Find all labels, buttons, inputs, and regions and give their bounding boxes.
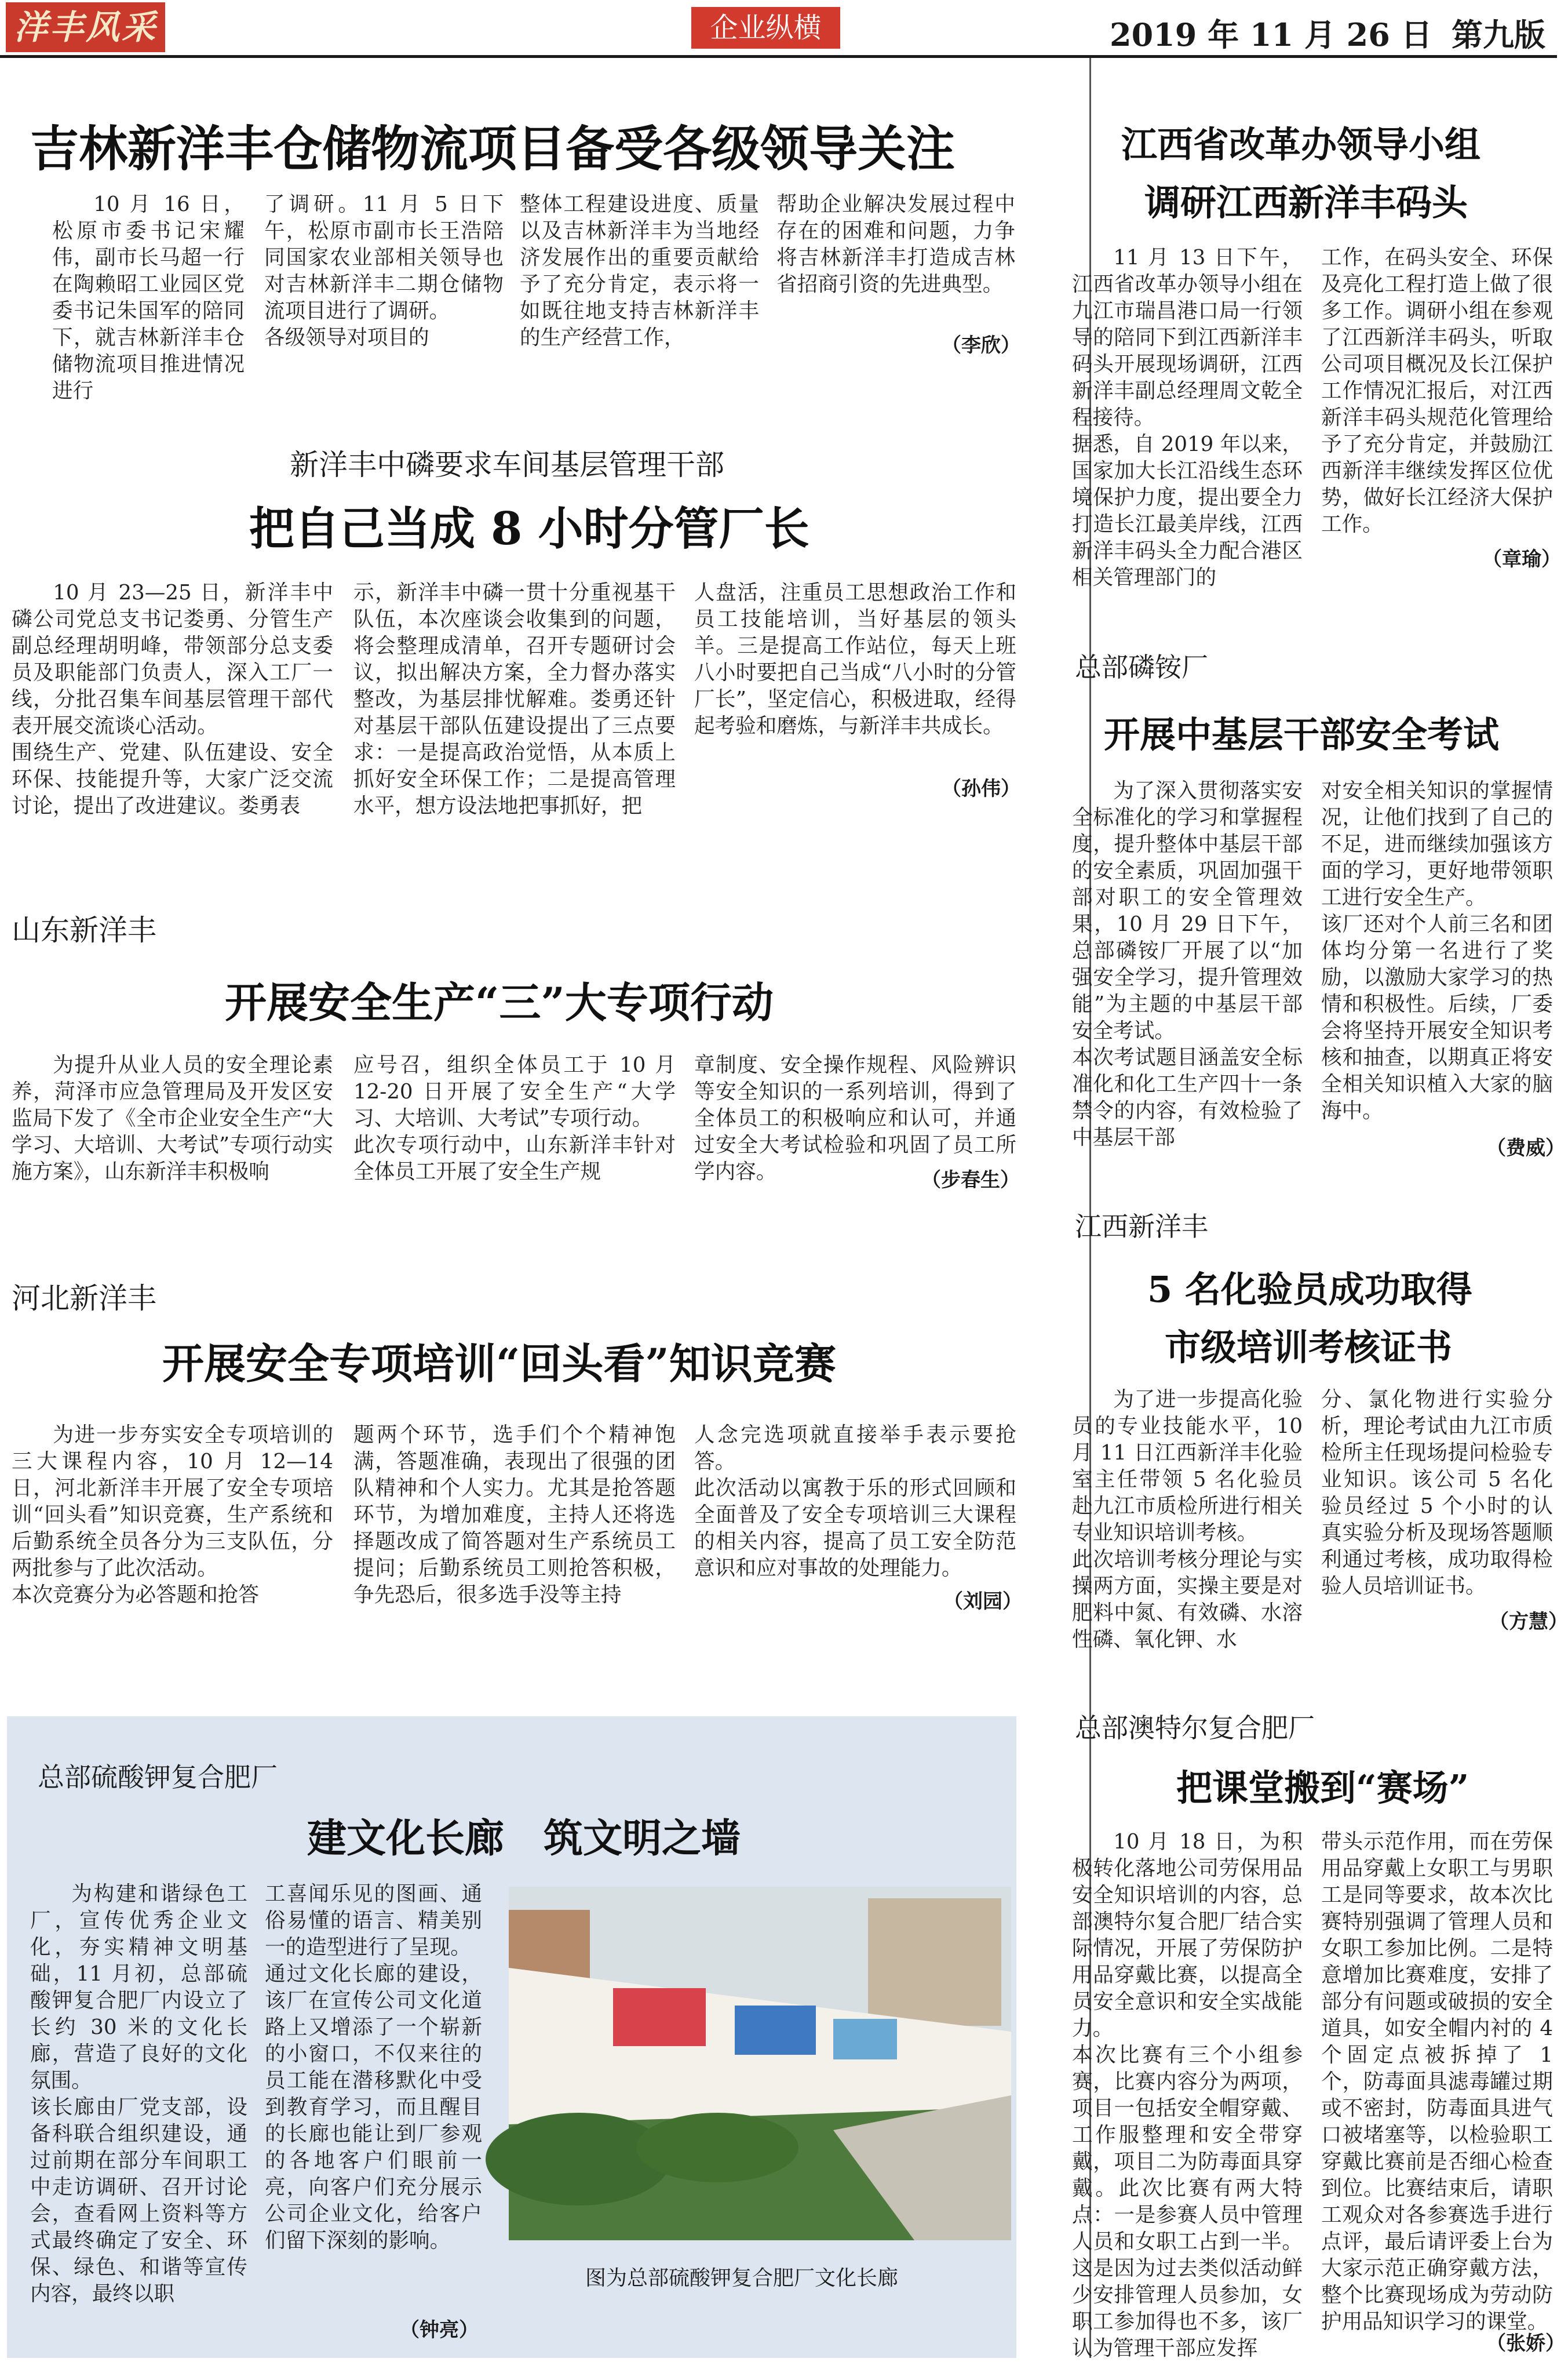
hebei-col-2: 题两个环节，选手们个个精神饱满，答题准确，表现出了很强的团队精神和个人实力。尤其是抢答题环节，为增加难度，主持人还将选择题改成了简答题对生产系统员工提问；后勤系统员工则抢答积极，争先恐后，很多选手没等主持 [353, 1423, 676, 1607]
headline-culture: 建文化长廊 筑文明之墙 [307, 1815, 741, 1862]
headline-jiangxi-reform-line-2: 调研江西新洋丰码头 [1144, 181, 1468, 224]
headline-shandong: 开展安全生产“三”大专项行动 [225, 978, 774, 1027]
shandong-col-2: 应号召，组织全体员工于 10 月 12-20 日开展了安全生产“大学习、大培训、大考试”专项行动。 此次专项行动中，山东新洋丰针对全体员工开展了安全生产规 [353, 1053, 676, 1184]
jiangxi-reform-col-2: 工作，在码头安全、环保及亮化工程打造上做了很多工作。调研小组在参观了江西新洋丰码头，听取公司项目概况及长江保护工作情况汇报后，对江西新洋丰码头规范化管理给予了充分肯定，并鼓励江西新洋丰继续发挥区位优势，做好长江经济大保护工作。 [1321, 246, 1553, 536]
hebei-author: （刘园） [943, 1590, 1022, 1613]
austria-kicker: 总部澳特尔复合肥厂 [1075, 1712, 1315, 1744]
hebei-col-1: 为进一步夯实安全专项培训的三大课程内容，10 月 12—14 日，河北新洋丰开展了安全专项培训“回头看”知识竞赛，生产系统和后勤系统全员各分为三支队伍，分两批参与了此次活动。 本次竞赛分为必答题和抢答 [12, 1423, 333, 1607]
zhonglin-col-3: 人盘活，注重员工思想政治工作和员工技能培训，当好基层的领头羊。三是提高工作站位，每天上班八小时要把自己当成“八小时的分管厂长”，坚定信心，积极进取，经得起考验和磨炼，与新洋丰共成长。 [694, 581, 1016, 738]
culture-author: （钟亮） [400, 2319, 479, 2342]
zhonglin-col-2: 示，新洋丰中磷一贯十分重视基干队伍，本次座谈会收集到的问题，将会整理成清单，召开专题研讨会议，拟出解决方案，全力督办落实整改，为基层排忧解难。娄勇还针对基层干部队伍建设提出了三点要求：一是提高政治觉悟，从本质上抓好安全环保工作；二是提高管理水平，想方设法地把事抓好，把 [353, 581, 676, 818]
jiangxi-reform-author: （章瑜） [1482, 548, 1561, 571]
jilin-author: （李欣） [942, 334, 1020, 357]
shandong-col-1: 为提升从业人员的安全理论素养，菏泽市应急管理局及开发区安监局下发了《全市企业安全生产“大学习、大培训、大考试”专项行动实施方案》，山东新洋丰积极响 [12, 1053, 333, 1184]
culture-col-2: 工喜闻乐见的图画、通俗易懂的语言、精美别一的造型进行了呈现。 通过文化长廊的建设，该厂在宣传公司文化道路上又增添了一个崭新的小窗口，不仅来往的员工能在潜移默化中受到教育学习，而且醒目的长廊也能让到厂参观的各地客户们眼前一亮，向客户们充分展示公司企业文化，给客户们留下深刻的影响。 [265, 1882, 482, 2252]
phosphate-kicker: 总部磷铵厂 [1075, 652, 1208, 683]
headline-hebei: 开展安全专项培训“回头看”知识竞赛 [162, 1339, 836, 1388]
headline-phosphate: 开展中基层干部安全考试 [1104, 714, 1500, 756]
culture-wall-photo [509, 1887, 1011, 2240]
photo-caption: 图为总部硫酸钾复合肥厂文化长廊 [585, 2266, 899, 2290]
jiangxi-lab-col-2: 分、氯化物进行实验分析，理论考试由九江市质检所主任现场提问检验专业知识。该公司 5 名化验员经过 5 个小时的认真实验分析及现场答题顺利通过考核，成功取得检验人员培训证书。 [1321, 1388, 1553, 1598]
page-number: 第九版 [1452, 16, 1545, 53]
section-label: 企业纵横 [691, 7, 840, 49]
shandong-col-3: 章制度、安全操作规程、风险辨识等安全知识的一系列培训，得到了全体员工的积极响应和认可，并通过安全大考试检验和巩固了员工所学内容。 [694, 1053, 1016, 1184]
issue-date: 2019 年 11 月 26 日 [1110, 16, 1432, 53]
zhonglin-author: （孙伟） [942, 777, 1020, 800]
zhonglin-col-1: 10 月 23—25 日，新洋丰中磷公司党总支书记娄勇、分管生产副总经理胡明峰，带领部分总支委员及职能部门负责人，深入工厂一线，分批召集车间基层管理干部代表开展交流谈心活动。 围绕生产、党建、队伍建设、安全环保、技能提升等，大家广泛交流讨论，提出了改进建议。娄勇表 [12, 581, 333, 818]
jiangxi-lab-author: （方慧） [1489, 1610, 1568, 1633]
phosphate-author: （费威） [1486, 1137, 1565, 1160]
culture-col-1: 为构建和谐绿色工厂，宣传优秀企业文化，夯实精神文明基础，11 月初，总部硫酸钾复合肥厂内设立了长约 30 米的文化长廊，营造了良好的文化氛围。 该长廊由厂党支部，设备科联合组织建设，通过前期在部分车间职工中走访调研、召开讨论会，查看网上资料等方式最终确定了安全、环保、绿色、和谐等宣传内容，最终以职 [30, 1882, 247, 2306]
headline-austria: 把课堂搬到“赛场” [1176, 1767, 1469, 1809]
austria-col-2: 带头示范作用，而在劳保用品穿戴上女职工与男职工是同等要求，故本次比赛特别强调了管理人员和女职工参加比例。二是特意增加比赛难度，安排了部分有问题或破损的安全道具，如安全帽内衬的 4 个固定点被拆掉了 1 个，防毒面具滤毒罐过期或不密封，防毒面具进气口被堵塞等，以检验职工穿戴比赛前是否细心检查到位。比赛结束后，请职工观众对各参赛选手进行点评，最后请评委上台为大家示范正确穿戴方法，整个比赛现场成为劳动防护用品知识学习的课堂。 [1321, 1830, 1553, 2334]
headline-jiangxi-reform-line-1: 江西省改革办领导小组 [1121, 123, 1481, 166]
jilin-col-4: 帮助企业解决发展过程中存在的困难和问题，力争将吉林新洋丰打造成吉林省招商引资的先进典型。 [776, 192, 1015, 296]
headline-zhonglin: 把自己当成 8 小时分管厂长 [249, 503, 809, 555]
jiangxi-lab-kicker: 江西新洋丰 [1075, 1211, 1208, 1242]
jiangxi-lab-col-1: 为了进一步提高化验员的专业技能水平，10 月 11 日江西新洋丰化验室主任带领 5 名化验员赴九江市质检所进行相关专业知识培训考核。 此次培训考核分理论与实操两方面，实操主要是对肥料中氮、有效磷、水溶性磷、氧化钾、水 [1072, 1388, 1303, 1651]
photo-illustration [509, 1887, 1011, 2240]
shandong-author: （步春生） [921, 1169, 1020, 1192]
jilin-col-2: 了调研。11 月 5 日下午，松原市副市长王浩陪同国家农业部相关领导也对吉林新洋丰二期仓储物流项目进行了调研。 各级领导对项目的 [264, 192, 504, 350]
zhonglin-kicker: 新洋丰中磷要求车间基层管理干部 [290, 448, 724, 482]
phosphate-col-1: 为了深入贯彻落实安全标准化的学习和掌握程度，提升整体中基层干部的安全素质，巩固加强干部对职工的安全管理效果，10 月 29 日下午，总部磷铵厂开展了以“加强安全学习，提升管理效能”为主题的中基层干部安全考试。 本次考试题目涵盖安全标准化和化工生产四十一条禁令的内容，有效检验了中基层干部 [1072, 779, 1303, 1149]
hebei-kicker: 河北新洋丰 [12, 1282, 156, 1315]
shandong-kicker: 山东新洋丰 [12, 913, 156, 947]
headline-jiangxi-lab-line-2: 市级培训考核证书 [1165, 1326, 1453, 1369]
headline-jilin: 吉林新洋丰仓储物流项目备受各级领导关注 [30, 120, 956, 177]
austria-col-1: 10 月 18 日，为积极转化落地公司劳保用品安全知识培训的内容，总部澳特尔复合肥厂结合实际情况，开展了劳保防护用品穿戴比赛，以提高全员安全意识和安全实战能力。 本次比赛有三个小组参赛，比赛内容分为两项，项目一包括安全帽穿戴、工作服整理和安全带穿戴，项目二为防毒面具穿戴。此次比赛有两大特点：一是参赛人员中管理人员和女职工占到一半。这是因为过去类似活动鲜少安排管理人员参加，女职工参加得也不多，该厂认为管理干部应发挥 [1072, 1830, 1303, 2360]
jilin-col-3: 整体工程建设进度、质量以及吉林新洋丰为当地经济发展作出的重要贡献给予了充分肯定，表示将一如既往地支持吉林新洋丰的生产经营工作， [520, 192, 759, 350]
jilin-col-1: 10 月 16 日，松原市委书记宋耀伟，副市长马超一行在陶赖昭工业园区党委书记朱国军的陪同下，就吉林新洋丰仓储物流项目推进情况进行 [52, 192, 245, 403]
hebei-col-3: 人念完选项就直接举手表示要抢答。 此次活动以寓教于乐的形式回顾和全面普及了安全专项培训三大课程的相关内容，提高了员工安全防范意识和应对事故的处理能力。 [694, 1423, 1016, 1580]
jiangxi-reform-col-1: 11 月 13 日下午，江西省改革办领导小组在九江市瑞昌港口局一行领导的陪同下到江西新洋丰码头开展现场调研，江西新洋丰副总经理周文乾全程接待。 据悉，自 2019 年以来，国家加大长江沿线生态环境保护力度，提出要全力打造长江最美岸线，江西新洋丰码头全力配合港区相关管理部门的 [1072, 246, 1303, 589]
headline-jiangxi-lab-line-1: 5 名化验员成功取得 [1147, 1268, 1472, 1311]
phosphate-col-2: 对安全相关知识的掌握情况，让他们找到了自己的不足，进而继续加强该方面的学习，更好地带领职工进行安全生产。 该厂还对个人前三名和团体均分第一名进行了奖励，以激励大家学习的热情和积极性。后续，厂委会将坚持开展安全知识考核和抽查，以期真正将安全相关知识植入大家的脑海中。 [1321, 779, 1553, 1123]
culture-kicker: 总部硫酸钾复合肥厂 [38, 1762, 278, 1793]
austria-author: （张娇） [1486, 2332, 1565, 2355]
newspaper-logo: 洋丰风采 [6, 2, 165, 52]
masthead [0, 0, 1557, 58]
